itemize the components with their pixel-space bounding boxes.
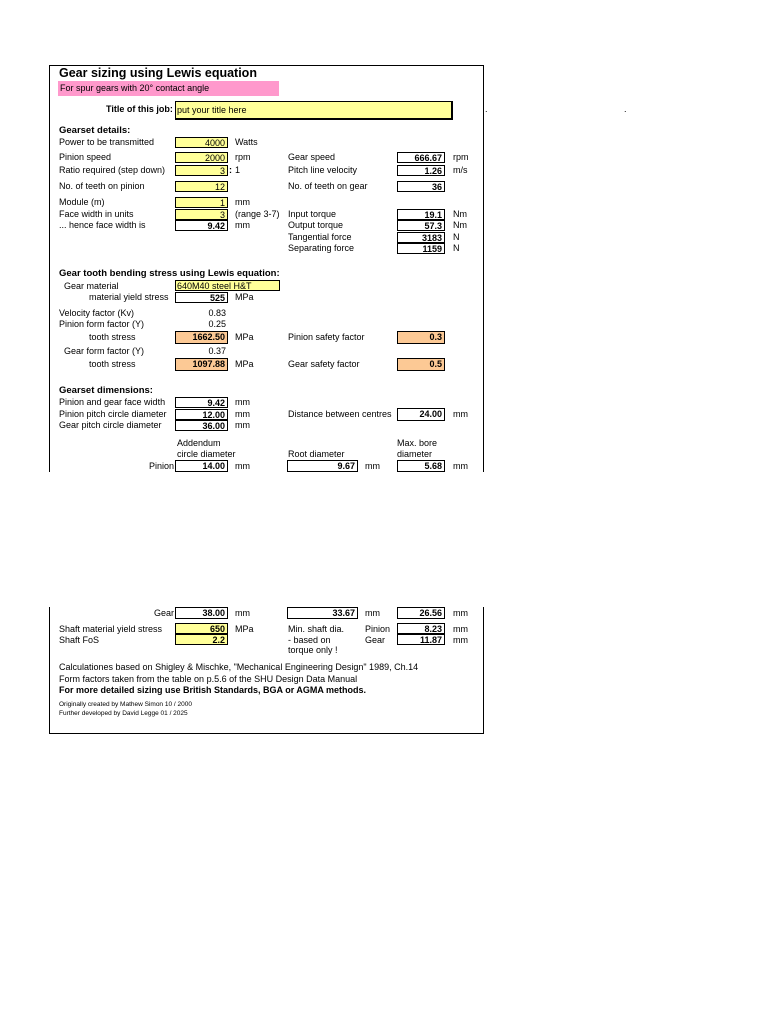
pinion-bore-value: 5.68 [397,460,445,472]
frame-bottom [49,733,484,734]
module-label: Module (m) [59,197,105,207]
frame-left-lower [49,607,50,734]
gearset-heading: Gearset details: [59,125,131,136]
shaft-pinion-unit: mm [453,624,468,634]
gear-addendum-unit: mm [235,608,250,618]
job-title-input[interactable]: put your title here [175,101,453,120]
gear-speed-value: 666.67 [397,152,445,163]
input-torque-label: Input torque [288,209,337,219]
gear-pcd-label: Gear pitch circle diameter [59,420,162,430]
shaft-fos-label: Shaft FoS [59,635,100,645]
frame-right-lower [483,607,484,734]
credit-developed: Further developed by David Legge 01 / 2025 [59,710,188,717]
gear-root-unit: mm [365,608,380,618]
centres-distance-unit: mm [453,409,468,419]
output-torque-unit: Nm [453,220,467,230]
material-yield-unit: MPa [235,292,254,302]
face-units-label: Face width in units [59,209,134,219]
face-width-dim-label: Pinion and gear face width [59,397,166,407]
pinion-safety-factor-label: Pinion safety factor [288,332,365,342]
teeth-pinion-input[interactable]: 12 [175,181,228,192]
output-torque-label: Output torque [288,220,344,230]
shaft-yield-unit: MPa [235,624,254,634]
root-diameter-header: Root diameter [288,449,345,459]
pitch-line-velocity-unit: m/s [453,165,468,175]
credit-original: Originally created by Mathew Simon 10 / 2000 [59,701,192,708]
gear-material-label: Gear material [64,281,119,291]
gear-row-label: Gear [154,608,175,618]
pinion-tooth-stress-label: tooth stress [89,332,136,342]
input-torque-value: 19.1 [397,209,445,220]
gear-addendum-value: 38.00 [175,607,228,619]
addendum-header-2: circle diameter [177,449,236,459]
separating-force-value: 1159 [397,243,445,254]
material-yield-value: 525 [175,292,228,303]
face-width-dim-value: 9.42 [175,397,228,408]
shaft-gear-unit: mm [453,635,468,645]
pitch-line-velocity-label: Pitch line velocity [288,165,358,175]
gear-tooth-stress-value: 1097.88 [175,358,228,371]
shaft-fos-input[interactable]: 2.2 [175,634,228,645]
bore-header-1: Max. bore [397,438,438,448]
pinion-bore-unit: mm [453,461,468,471]
gear-speed-label: Gear speed [288,152,336,162]
gear-form-factor-label: Gear form factor (Y) [64,346,145,356]
teeth-gear-label: No. of teeth on gear [288,181,368,191]
gear-tooth-stress-label: tooth stress [89,359,136,369]
velocity-factor-value: 0.83 [208,308,226,318]
gear-pcd-value: 36.00 [175,420,228,431]
min-shaft-label-2: - based on [288,635,331,645]
face-width-label: ... hence face width is [59,220,146,230]
note-reference: Calculationes based on Shigley & Mischke, "Mechanical Engineering Design" 1989, Ch.14 [59,662,419,672]
separating-force-label: Separating force [288,243,355,253]
face-width-dim-unit: mm [235,397,250,407]
subtitle-text: For spur gears with 20° contact angle [60,83,210,93]
note-form-factors: Form factors taken from the table on p.5.6 of the SHU Design Data Manual [59,674,358,684]
lewis-heading: Gear tooth bending stress using Lewis equation: [59,268,280,279]
bore-header-2: diameter [397,449,433,459]
pinion-root-value: 9.67 [287,460,358,472]
stray-dot-2: . [624,104,627,114]
pinion-safety-factor-value: 0.3 [397,331,445,344]
face-width-value: 9.42 [175,220,228,231]
teeth-gear-value: 36 [397,181,445,192]
pinion-speed-input[interactable]: 2000 [175,152,228,163]
pinion-form-factor-label: Pinion form factor (Y) [59,319,145,329]
job-title-label: Title of this job: [106,104,173,114]
tangential-force-label: Tangential force [288,232,352,242]
gear-root-value: 33.67 [287,607,358,619]
stray-dot-1: . [485,104,488,114]
face-width-unit: mm [235,220,250,230]
gear-tooth-stress-unit: MPa [235,359,254,369]
pinion-root-unit: mm [365,461,380,471]
gear-speed-unit: rpm [453,152,469,162]
pinion-addendum-value: 14.00 [175,460,228,472]
power-input[interactable]: 4000 [175,137,228,148]
pinion-pcd-label: Pinion pitch circle diameter [59,409,167,419]
ratio-label: Ratio required (step down) [59,165,166,175]
teeth-pinion-label: No. of teeth on pinion [59,181,145,191]
min-shaft-label-1: Min. shaft dia. [288,624,345,634]
module-input[interactable]: 1 [175,197,228,208]
pitch-line-velocity-value: 1.26 [397,165,445,176]
shaft-pinion-value: 8.23 [397,623,445,634]
gear-safety-factor-label: Gear safety factor [288,359,360,369]
tangential-force-value: 3183 [397,232,445,243]
pinion-tooth-stress-unit: MPa [235,332,254,342]
pinion-pcd-unit: mm [235,409,250,419]
frame-left-upper [49,65,50,472]
shaft-yield-input[interactable]: 650 [175,623,228,634]
pinion-speed-unit: rpm [235,152,251,162]
tangential-force-unit: N [453,232,460,242]
power-label: Power to be transmitted [59,137,155,147]
page-title: Gear sizing using Lewis equation [59,66,257,80]
ratio-separator: : [229,165,232,175]
gear-form-factor-value: 0.37 [208,346,226,356]
gear-safety-factor-value: 0.5 [397,358,445,371]
output-torque-value: 57.3 [397,220,445,231]
shaft-gear-value: 11.87 [397,634,445,645]
centres-distance-value: 24.00 [397,408,445,421]
module-unit: mm [235,197,250,207]
note-detailed-sizing: For more detailed sizing use British Standards, BGA or AGMA methods. [59,685,367,695]
shaft-pinion-label: Pinion [365,624,391,634]
dimensions-heading: Gearset dimensions: [59,385,153,396]
gear-pcd-unit: mm [235,420,250,430]
gear-material-select[interactable]: 640M40 steel H&T [175,280,280,291]
velocity-factor-label: Velocity factor (Kv) [59,308,135,318]
face-units-range: (range 3-7) [235,209,280,219]
centres-distance-label: Distance between centres [288,409,392,419]
pinion-speed-label: Pinion speed [59,152,112,162]
material-yield-label: material yield stress [89,292,169,302]
addendum-header-1: Addendum [177,438,221,448]
min-shaft-label-3: torque only ! [288,645,338,655]
power-unit: Watts [235,137,258,147]
pinion-addendum-unit: mm [235,461,250,471]
shaft-yield-label: Shaft material yield stress [59,624,163,634]
ratio-one: 1 [235,165,241,175]
input-torque-unit: Nm [453,209,467,219]
pinion-row-label: Pinion [149,461,175,471]
shaft-gear-label: Gear [365,635,386,645]
face-units-input[interactable]: 3 [175,209,228,220]
gear-bore-value: 26.56 [397,607,445,619]
ratio-input[interactable]: 3 [175,165,228,176]
subtitle-banner [58,81,279,96]
gear-bore-unit: mm [453,608,468,618]
separating-force-unit: N [453,243,460,253]
frame-right-upper [483,65,484,472]
pinion-form-factor-value: 0.25 [208,319,226,329]
pinion-tooth-stress-value: 1662.50 [175,331,228,344]
pinion-pcd-value: 12.00 [175,409,228,420]
